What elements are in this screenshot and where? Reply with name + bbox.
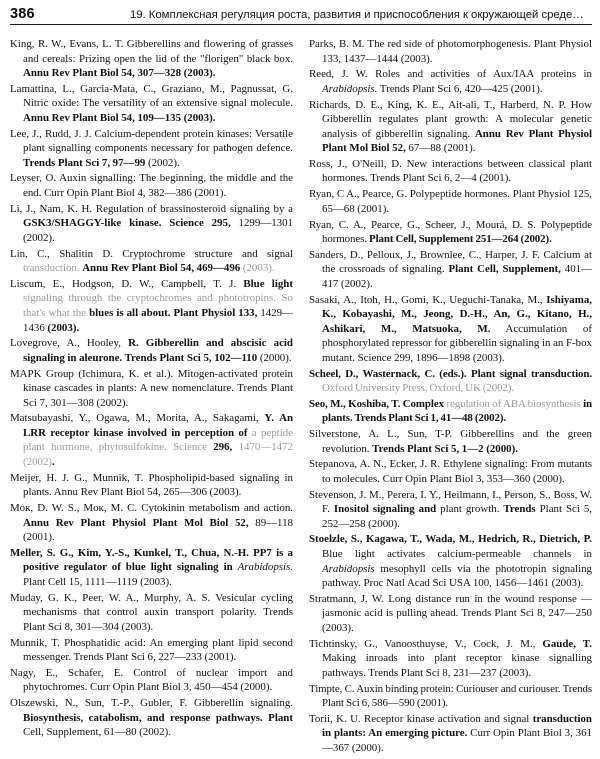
faded-scan-text: 1470—1472 (2002) [23, 441, 294, 468]
reference-entry [309, 532, 592, 590]
reference-text: Ryan, C A., Pearce, G. Polypeptide hormones. Plant Physiol 125, 65—68 (2001). [309, 188, 593, 215]
reference-text: Meijer, H. J. G., Munnik, T. Phospholipid-based signaling in plants. Annu Rev Plant Biol 54, 265—306 (2003). [10, 471, 293, 499]
reference-entry [309, 218, 592, 247]
reference-entry [309, 427, 592, 456]
reference-entry [309, 682, 592, 711]
reference-entry [10, 636, 293, 665]
reference-entry [10, 367, 293, 411]
reference-entry [10, 247, 293, 276]
reference-entry [10, 411, 293, 469]
reference-entry [309, 157, 592, 186]
reference-entry [10, 202, 293, 246]
reference-text: Meller, S. G., Kim, Y.-S., Kunkel, T., Chua, N.-H. PP7 is a positive regulator of blue light signaling in Arabidopsis. Plant Cell 15, 1111—1119 (2003). [10, 546, 293, 588]
reference-entry [10, 471, 293, 500]
reference-text: MAPK Group (Ichimura, K. et al.). Mitogen-activated protein kinase cascades in plants: A new nomenclature. Trends Plant Sci 7, 301—308 (2002). [10, 367, 293, 409]
faded-scan-text: Oxford University Press, Oxford, UK (2002). [322, 382, 514, 395]
reference-columns [0, 25, 600, 757]
faded-scan-text: regulation of ABA biosynthesis [446, 397, 581, 410]
reference-entry [309, 67, 592, 96]
reference-text: Lin, C., Shalitin D. Cryptochrome structure and signal transduction. Annu Rev Plant Biol 54, 469—496 (2003). [10, 247, 293, 275]
reference-entry [309, 293, 592, 366]
reference-entry [10, 501, 293, 545]
reference-column-right [309, 37, 592, 757]
reference-entry [309, 397, 592, 426]
reference-entry [10, 336, 293, 365]
reference-text: Lovegrove, A., Hooley, R. Gibberellin and abscisic acid signaling in aleurone. Trends Plant Sci 5, 102—110 (2000). [10, 337, 293, 364]
reference-entry [10, 696, 293, 740]
reference-text: Parks, B. M. The red side of photomorphogenesis. Plant Physiol 133, 1437—1444 (2003). [309, 38, 592, 65]
reference-text: King, R. W., Evans, L. T. Gibberellins and flowering of grasses and cereals: Prizing open the lid of the "florigen" black box. Annu Rev Plant Biol 54, 307—328 (2003). [10, 38, 293, 80]
reference-text: Sanders, D., Pelloux, J., Brownlee, C., Harper, J. F. Calcium at the crossroads of signaling. Plant Cell, Supplement, 401—417 (2002). [309, 248, 592, 290]
reference-text: Richards, D. E., King, K. E., Ait-ali, T., Harberd, N. P. How Gibberellin regulates plant growth: A molecular genetic analysis of gibberellin signaling. Annu Rev Plant Physiol Plant Mol Biol 52, 67—88 (2001). [309, 98, 592, 155]
reference-entry [10, 171, 293, 200]
reference-text: Seo, M., Koshiba, T. Complex regulation of ABA biosynthesis in plants. Trends Plant Sci 1, 41—48 (2002). [309, 397, 592, 425]
reference-text: Liscum, E., Hodgson, D. W., Campbell, T. J. Blue light signaling through the cryptochromes and phototropins. So that's what the blues is all about. Plant Physiol 133, 1429—1436 (2003). [10, 277, 294, 334]
reference-text: Sasaki, A., Itoh, H., Gomi, K., Ueguchi-Tanaka, M., Ishiyama, K., Kobayashi, M., Jeong, D.-H., An, G., Kitano, H., Ashikari, M., Matsuoka, M. Accumulation of phosphorylated repressor for gibberellin signaling in an F-box mutant. Science 299, 1896—1898 (2003). [309, 293, 592, 364]
page-number: 386 [10, 6, 35, 22]
reference-entry [10, 277, 293, 335]
faded-scan-text: (2003). [242, 262, 275, 275]
reference-entry [309, 367, 592, 396]
reference-text: Olszewski, N., Sun, T.-P., Gubler, F. Gibberellin signaling. Biosynthesis, catabolism, and response pathways. Plant Cell, Supplement, 61—80 (2002). [10, 697, 293, 739]
reference-entry [309, 488, 592, 532]
reference-entry [309, 457, 592, 486]
reference-entry [309, 187, 592, 216]
reference-entry [309, 98, 592, 156]
faded-scan-text: signaling through the cryptochromes and phototropins. So that's what the [23, 292, 293, 319]
reference-column-left [10, 37, 293, 757]
faded-scan-text: a peptide plant hormone, phytosulfokine. Science [23, 426, 294, 454]
reference-entry [309, 592, 592, 636]
reference-text: Stepanova, A. N., Ecker, J. R. Ethylene signaling: From mutants to molecules. Curr Opin Plant Biol 3, 353—360 (2000). [309, 458, 592, 485]
faded-scan-text: transduction. [23, 262, 80, 275]
reference-entry [309, 637, 592, 681]
reference-text: Ryan, C. A., Pearce, G., Scheer, J., Mourá, D. S. Polypeptide hormones. Plant Cell, Supplement 251—264 (2002). [309, 218, 592, 246]
reference-text: Scheel, D., Wasternack, C. (eds.). Plant signal transduction. Oxford University Press, Oxford, UK (2002). [309, 367, 592, 395]
reference-entry [10, 546, 293, 590]
reference-text: Munnik, T. Phosphatidic acid: An emerging plant lipid second messenger. Trends Plant Sci 6, 227—233 (2001). [10, 636, 293, 664]
reference-text: Timpte, C. Auxin binding protein: Curiouser and curiouser. Trends Plant Sci 6, 586—590 (2001). [309, 682, 592, 710]
reference-text: Moк, D. W. S., Moк, M. C. Cytokinin metabolism and action. Annu Rev Plant Physiol Plant Mol Biol 52, 89—118 (2001). [10, 502, 293, 544]
reference-text: Lee, J., Rudd, J. J. Calcium-dependent protein kinases: Versatile plant signalling components necessary for pathogen defence. Trends Plant Sci 7, 97—99 (2002). [10, 127, 293, 169]
reference-entry [10, 591, 293, 635]
reference-text: Ross, J., O'Neill, D. New interactions between classical plant hormones. Trends Plant Sci 6, 2—4 (2001). [309, 157, 592, 185]
reference-entry [10, 127, 293, 171]
reference-text: Nagy, E., Schafer, E. Control of nuclear import and phytochromes. Curr Opin Plant Biol 3, 450—454 (2000). [10, 666, 293, 694]
reference-text: Leyser, O. Auxin signalling: The beginning, the middle and the end. Curr Opin Plant Biol 4, 382—386 (2001). [10, 172, 293, 200]
reference-entry [10, 666, 293, 695]
reference-text: Li, J., Nam, K. H. Regulation of brassinosteroid signaling by a GSK3/SHAGGY-like kinase. Science 295, 1299—1301 (2002). [10, 202, 293, 244]
reference-text: Stevenson, J. M., Perera, I. Y., Heilmann, I., Person, S., Boss, W. F. Inositol signaling and plant growth. Trends Plant Sci 5, 252—258 (2000). [309, 488, 592, 530]
reference-text: Reed, J. W. Roles and activities of Aux/IAA proteins in Arabidopsis. Trends Plant Sci 6, 420—425 (2001). [309, 68, 592, 95]
reference-text: Torii, K. U. Receptor kinase activation and signal transduction in plants: An emerging picture. Curr Opin Plant Biol 3, 361—367 (2000). [309, 712, 593, 754]
reference-entry [10, 82, 293, 126]
reference-text: Silverstone, A. L., Sun, T-P. Gibberellins and the green revolution. Trends Plant Sci 5, 1—2 (2000). [309, 428, 592, 455]
running-head-title: 19. Комплексная регуляция роста, развития и приспособления к окружающей среде… [130, 9, 584, 21]
reference-entry [309, 248, 592, 292]
reference-text: Stratmann, J. W. Long distance run in the wound response — jasmonic acid is pulling ahead. Trends Plant Sci 8, 247—250 (2003). [309, 592, 592, 634]
running-head [0, 0, 600, 22]
reference-text: Tichtinsky, G., Vanoosthuyse, V., Cock, J. M., Gaude, T. Making inroads into plant receptor kinase signalling pathways. Trends Plant Sci 8, 231—237 (2003). [309, 637, 592, 679]
reference-entry [10, 37, 293, 81]
reference-entry [309, 37, 592, 66]
reference-text: Stoelzle, S., Kagawa, T., Wada, M., Hedrich, R., Dietrich, P. Blue light activates calcium-permeable channels in Arabidopsis mesophyll cells via the phototropin signaling pathway. Proc Natl Acad Sci USA 100, 1456—1461 (2003). [309, 533, 592, 590]
reference-text: Matsubayashi, Y., Ogawa, M., Morita, A., Sakagami, Y. An LRR receptor kinase involved in perception of a peptide plant hormone, phytosulfokine. Science 296, 1470—1472 (2002). [10, 412, 294, 468]
reference-entry [309, 712, 592, 756]
reference-text: Muday, G. K., Peer, W. A., Murphy, A. S. Vesicular cycling mechanisms that control auxin transport polarity. Trends Plant Sci 8, 301—304 (2003). [10, 591, 293, 633]
reference-text: Lamattina, L., Garcia-Mata, C., Graziano, M., Pagnussat, G. Nitric oxide: The versatility of an extensive signal molecule. Annu Rev Plant Biol 54, 109—135 (2003). [10, 82, 293, 124]
